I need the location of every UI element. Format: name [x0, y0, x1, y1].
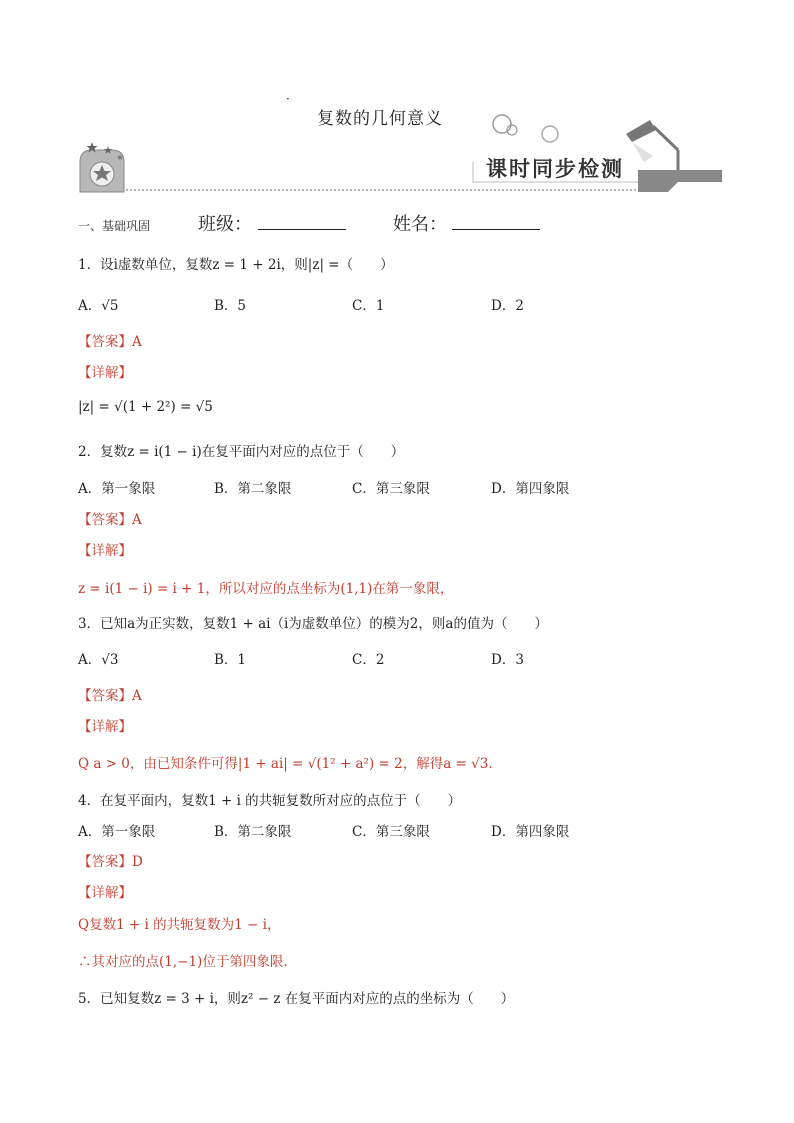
q2-answer: A [132, 512, 142, 528]
q2-answer-row [78, 508, 142, 528]
q1-option-c: C．1 [352, 298, 385, 314]
q2-option-a: A．第一象限 [78, 481, 156, 497]
q4-option-d: D．第四象限 [491, 824, 570, 840]
header-dot: · [286, 92, 290, 106]
banner-title: 课时同步检测 [486, 157, 624, 181]
q1-detail-label: 【详解】 [78, 365, 132, 381]
q3-detail-label: 【详解】 [78, 719, 132, 735]
q1-option-d: D．2 [491, 298, 524, 314]
section-heading: 一、基础巩固 [78, 219, 151, 233]
star-badge-icon [80, 142, 124, 192]
name-blank[interactable] [452, 211, 540, 230]
q4-answer-row [78, 850, 143, 870]
q3-detail: Q a > 0，由已知条件可得|1 + ai| = √(1² + a²) = 2，解得a = √3. [78, 756, 493, 772]
q2-option-b: B．第二象限 [214, 481, 292, 497]
q4-stem: 4．在复平面内，复数1 + i 的共轭复数所对应的点位于（ ） [78, 793, 462, 809]
q3-stem: 3．已知a为正实数，复数1 + ai（i为虚数单位）的模为2，则a的值为（ ） [78, 616, 548, 632]
q1-answer-row [78, 330, 142, 350]
q4-detail-1: Q复数1 + i 的共轭复数为1 − i， [78, 917, 281, 933]
q2-stem: 2．复数z = i(1 − i)在复平面内对应的点位于（ ） [78, 444, 405, 460]
q4-detail-2: ∴其对应的点(1,−1)位于第四象限. [78, 954, 288, 970]
q2-option-c: C．第三象限 [352, 481, 430, 497]
answer-label: 【答案】 [78, 334, 132, 350]
page-title: 复数的几何意义 [317, 109, 443, 129]
name-label: 姓名： [393, 214, 447, 235]
q3-option-c: C．2 [352, 652, 385, 668]
q3-answer-row [78, 684, 142, 704]
q4-option-c: C．第三象限 [352, 824, 430, 840]
q5-stem: 5．已知复数z = 3 + i，则z² − z 在复平面内对应的点的坐标为（ ） [78, 991, 515, 1007]
class-blank[interactable] [258, 211, 346, 230]
q2-detail-label: 【详解】 [78, 543, 132, 559]
q1-detail: |z| = √(1 + 2²) = √5 [78, 399, 213, 415]
q3-option-d: D．3 [491, 652, 524, 668]
q1-answer: A [132, 334, 142, 350]
answer-label: 【答案】 [78, 688, 132, 704]
answer-label: 【答案】 [78, 512, 132, 528]
q3-option-b: B．1 [214, 652, 247, 668]
banner-graphic [78, 112, 722, 196]
q4-option-a: A．第一象限 [78, 824, 156, 840]
q1-option-b: B．5 [214, 298, 247, 314]
q2-option-d: D．第四象限 [491, 481, 570, 497]
q3-answer: A [132, 688, 142, 704]
answer-label: 【答案】 [78, 854, 132, 870]
q4-detail-label: 【详解】 [78, 885, 132, 901]
lamp-icon [626, 120, 678, 170]
q1-option-a: A．√5 [78, 298, 119, 314]
q1-stem: 1．设i虚数单位，复数z = 1 + 2i，则|z| =（ ） [78, 257, 394, 273]
class-label: 班级： [198, 214, 252, 235]
q4-answer: D [132, 854, 143, 870]
q4-option-b: B．第二象限 [214, 824, 292, 840]
q3-option-a: A．√3 [78, 652, 119, 668]
q2-detail: z = i(1 − i) = i + 1，所以对应的点坐标为(1,1)在第一象限， [78, 581, 454, 597]
